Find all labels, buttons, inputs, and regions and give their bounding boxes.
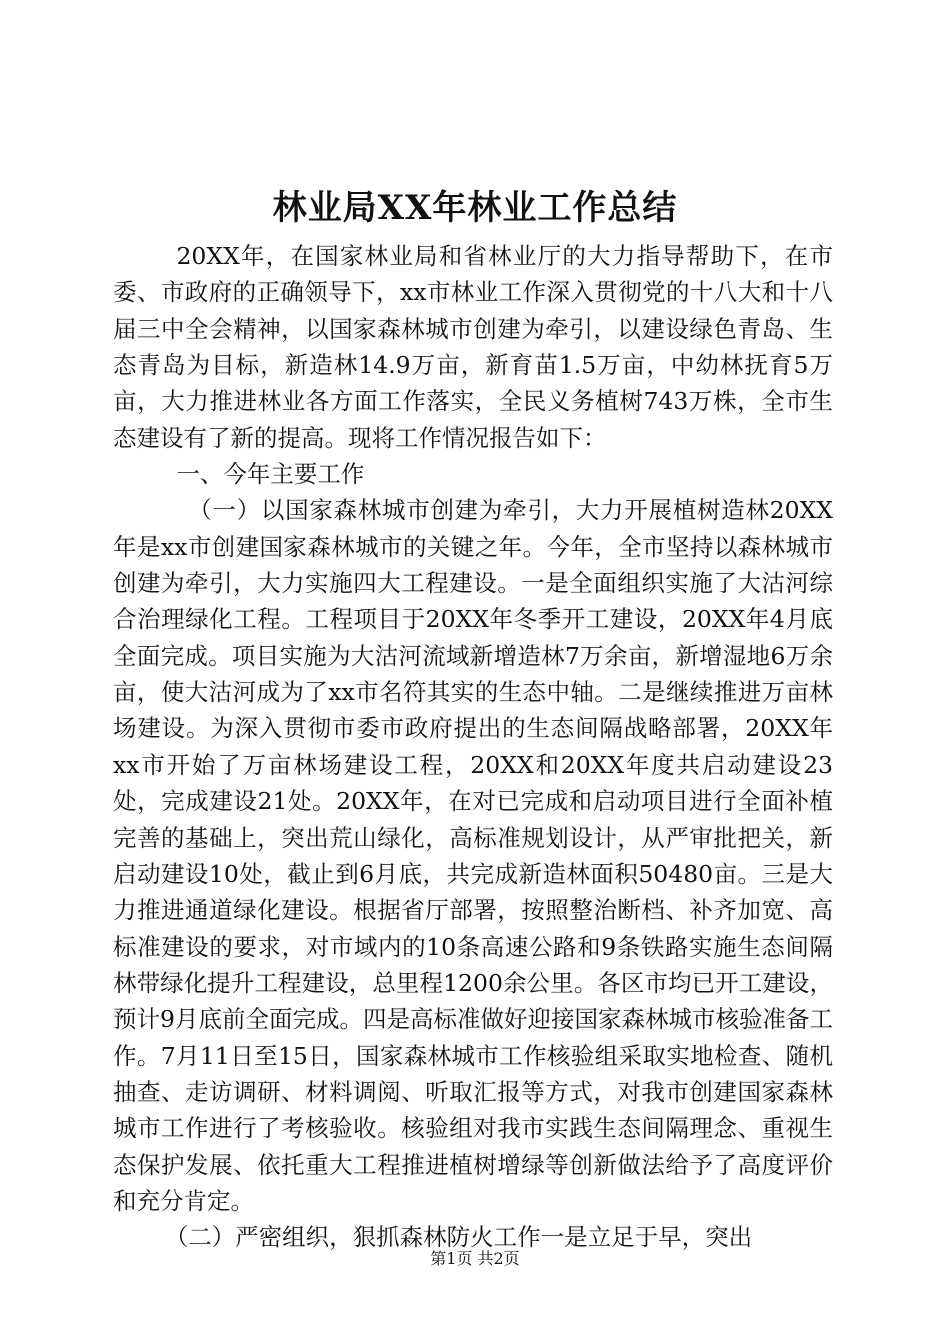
intro-paragraph: 20XX年，在国家林业局和省林业厅的大力指导帮助下，在市委、市政府的正确领导下，xx市林业工作深入贯彻党的十八大和十八届三中全会精神，以国家森林城市创建为牵引，以建设绿色青岛、生态青岛为目标，新造林14.9万亩，新育苗1.5万亩，中幼林抚育5万亩，大力推进林业各方面工作落实，全民义务植树743万株，全市生态建设有了新的提高。现将工作情况报告如下： bbox=[113, 242, 833, 452]
page-footer: 第1页 共2页 bbox=[430, 1249, 520, 1268]
subsection-paragraph-2: （二）严密组织，狠抓森林防火工作一是立足于早，突出 bbox=[164, 1223, 753, 1252]
document-body bbox=[113, 238, 833, 1256]
document-title: 林业局XX年林业工作总结 bbox=[272, 188, 678, 228]
section-heading: 一、今年主要工作 bbox=[176, 460, 365, 489]
subsection-paragraph-1: （一）以国家森林城市创建为牵引，大力开展植树造林20XX年是xx市创建国家森林城市的关键之年。今年，全市坚持以森林城市创建为牵引，大力实施四大工程建设。一是全面组织实施了大沽河综合治理绿化工程。工程项目于20XX年冬季开工建设，20XX年4月底全面完成。项目实施为大沽河流域新增造林7万余亩，新增湿地6万余亩，使大沽河成为了xx市名符其实的生态中轴。二是继续推进万亩林场建设。为深入贯彻市委市政府提出的生态间隔战略部署，20XX年xx市开始了万亩林场建设工程，20XX和20XX年度共启动建设23处，完成建设21处。20XX年，在对已完成和启动项目进行全面补植完善的基础上，突出荒山绿化，高标准规划设计，从严审批把关，新启动建设10处，截止到6月底，共完成新造林面积50480亩。三是大力推进通道绿化建设。根据省厅部署，按照整治断档、补齐加宽、高标准建设的要求，对市域内的10条高速公路和9条铁路实施生态间隔林带绿化提升工程建设，总里程1200余公里。各区市均已开工建设，预计9月底前全面完成。四是高标准做好迎接国家森林城市核验准备工作。7月11日至15日，国家森林城市工作核验组采取实地检查、随机抽查、走访调研、材料调阅、听取汇报等方式，对我市创建国家森林城市工作进行了考核验收。核验组对我市实践生态间隔理念、重视生态保护发展、依托重大工程推进植树增绿等创新做法给予了高度评价和充分肯定。 bbox=[113, 496, 833, 1215]
